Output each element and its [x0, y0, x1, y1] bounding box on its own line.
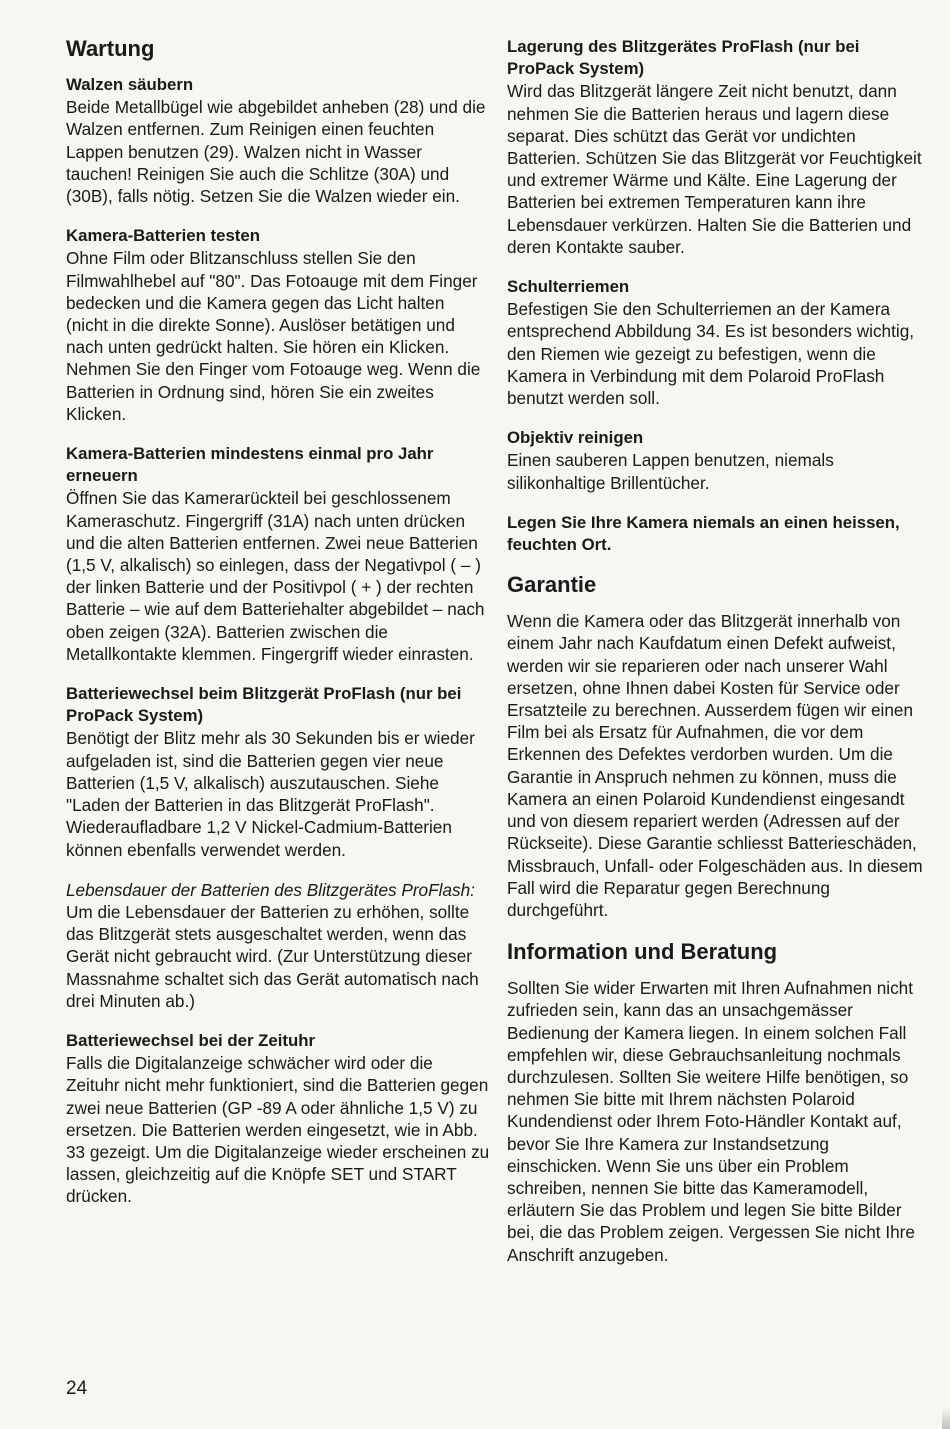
warning-text: Legen Sie Ihre Kamera niemals an einen heissen, feuchten Ort. — [507, 512, 900, 555]
body-kamera-batterien-erneuern: Öffnen Sie das Kamerarückteil bei geschlossenem Kameraschutz. Fingergriff (31A) nach unten drücken und die alten Batterien entfernen. Zwei neue Batterien (1,5 V, alkalisch) so einlegen, dass der Negativpol ( – ) der linken Batterie und der Positivpol ( + ) der rechten Batterie – wie auf dem Batteriehalter abgebildet – nach oben zeigen (32A). Batterien zwischen die Metallkontakte klemmen. Fingergriff wieder einrasten. — [66, 488, 485, 664]
subheading-objektiv-reinigen: Objektiv reinigen — [507, 428, 644, 448]
page-edge-shadow — [942, 1407, 950, 1429]
body-lagerung-proflash: Wird das Blitzgerät längere Zeit nicht benutzt, dann nehmen Sie die Batterien heraus und lagern diese separat. Dies schützt das Gerät vor undichten Batterien. Schützen Sie das Blitzgerät vor Feuchtigkeit und extremer Wärme und Kälte. Eine Lagerung der Batterien bei extremen Temperaturen kann ihre Lebensdauer verkürzen. Halten Sie die Batterien und deren Kontakte sauber. — [507, 81, 922, 257]
body-text-lebensdauer: Um die Lebensdauer der Batterien zu erhöhen, sollte das Blitzgerät stets ausgeschaltet werden, wenn das Gerät nicht gebraucht wird. (Zur Unterstützung dieser Massnahme schaltet sich das Gerät automatisch nach drei Minuten ab.) — [66, 901, 479, 1011]
left-column — [66, 36, 490, 1226]
section-title-garantie: Garantie — [507, 572, 597, 598]
subheading-schulterriemen: Schulterriemen — [507, 277, 630, 297]
section-title-information-beratung: Information und Beratung — [507, 939, 778, 965]
page-number: 24 — [66, 1378, 88, 1399]
section-garantie — [507, 572, 925, 921]
section-objektiv-reinigen — [507, 427, 925, 494]
body-batteriewechsel-proflash: Benötigt der Blitz mehr als 30 Sekunden bis er wieder aufgeladen ist, sind die Batterien gegen vier neue Batterien (1,5 V, alkalisch) auszutauschen. Siehe "Laden der Batterien in das Blitzgerät ProFlash". Wiederaufladbare 1,2 V Nickel-Cadmium-Batterien können ebenfalls verwendet werden. — [66, 728, 475, 860]
subheading-kamera-batterien-testen: Kamera-Batterien testen — [66, 226, 260, 246]
right-column — [507, 36, 925, 1284]
body-information-beratung: Sollten Sie wider Erwarten mit Ihren Aufnahmen nicht zufrieden sein, kann das an unsachgemässer Bedienung der Kamera liegen. In einem solchen Fall empfehlen wir, diese Gebrauchsanleitung nochmals durchzulesen. Sollten Sie weitere Hilfe benötigen, so nehmen Sie bitte mit Ihrem nächsten Polaroid Kundendienst oder Ihrem Foto-Händler Kontakt auf, bevor Sie Ihre Kamera zur Instandsetzung einschicken. Wenn Sie uns über ein Problem schreiben, nennen Sie bitte das Kameramodell, erläutern Sie das Problem und legen Sie bitte Bilder bei, die das Problem zeigen. Vergessen Sie nicht Ihre Anschrift anzugeben. — [507, 978, 915, 1265]
body-lebensdauer-batterien — [66, 879, 490, 1012]
section-lebensdauer-batterien — [66, 879, 490, 1012]
section-title-wartung: Wartung — [66, 36, 155, 61]
subheading-lagerung-proflash: Lagerung des Blitzgerätes ProFlash (nur bei ProPack System) — [507, 37, 860, 79]
subheading-batteriewechsel-proflash: Batteriewechsel beim Blitzgerät ProFlash (nur bei ProPack System) — [66, 684, 462, 726]
subheading-kamera-batterien-erneuern: Kamera-Batterien mindestens einmal pro Jahr erneuern — [66, 444, 434, 486]
subheading-batteriewechsel-zeituhr: Batteriewechsel bei der Zeituhr — [66, 1030, 315, 1050]
section-batteriewechsel-proflash — [66, 683, 490, 861]
section-lagerung-proflash — [507, 36, 925, 258]
subheading-walzen: Walzen säubern — [66, 75, 194, 94]
section-kamera-batterien-erneuern — [66, 443, 490, 665]
section-batteriewechsel-zeituhr — [66, 1030, 490, 1208]
body-kamera-batterien-testen: Ohne Film oder Blitzanschluss stellen Sie den Filmwahlhebel auf "80". Das Fotoauge mit dem Finger bedecken und die Kamera gegen das Licht halten (nicht in die direkte Sonne). Auslöser betätigen und nach unten gedrückt halten. Sie hören ein Klicken. Nehmen Sie den Finger vom Fotoauge weg. Wenn die Batterien in Ordnung sind, hören Sie ein zweites Klicken. — [66, 248, 481, 424]
section-information-beratung — [507, 939, 925, 1266]
section-schulterriemen — [507, 276, 925, 409]
body-walzen: Beide Metallbügel wie abgebildet anheben (28) und die Walzen entfernen. Zum Reinigen einen feuchten Lappen benutzen (29). Walzen nicht in Wasser tauchen! Reinigen Sie auch die Schlitze (30A) und (30B), falls nötig. Setzen Sie die Walzen wieder ein. — [66, 97, 486, 207]
section-walzen — [66, 74, 490, 207]
body-batteriewechsel-zeituhr: Falls die Digitalanzeige schwächer wird oder die Zeituhr nicht mehr funktioniert, sind die Batterien gegen zwei neue Batterien (GP -89 A oder ähnliche 1,5 V) zu ersetzen. Die Batterien werden eingesetzt, wie in Abb. 33 gezeigt. Um die Digitalanzeige wieder erscheinen zu lassen, gleichzeitig auf die Knöpfe SET und START drücken. — [66, 1053, 490, 1207]
body-garantie: Wenn die Kamera oder das Blitzgerät innerhalb von einem Jahr nach Kaufdatum einen Defekt aufweist, werden wir sie reparieren oder nach unserer Wahl ersetzen, ohne Ihnen dabei Kosten für Service oder Ersatzteile zu berechnen. Ausserdem fügen wir einen Film bei als Ersatz für Aufnahmen, die vor dem Erkennen des Defektes verdorben wurden. Um die Garantie in Anspruch nehmen zu können, muss die Kamera an einen Polaroid Kundendienst eingesandt und von diesem repariert werden (Adressen auf der Rückseite). Diese Garantie schliesst Batterieschäden, Missbrauch, Unfall- oder Folgeschäden aus. In diesem Fall wird die Reparatur gegen Berechnung durchgeführt. — [507, 611, 923, 920]
italic-lead-lebensdauer: Lebensdauer der Batterien des Blitzgerätes ProFlash: — [66, 879, 475, 900]
section-kamera-batterien-testen — [66, 225, 490, 425]
body-schulterriemen: Befestigen Sie den Schulterriemen an der Kamera entsprechend Abbildung 34. Es ist besonders wichtig, den Riemen wie gezeigt zu befestigen, wenn die Kamera in Verbindung mit dem Polaroid ProFlash benutzt werden soll. — [507, 299, 915, 409]
body-objektiv-reinigen: Einen sauberen Lappen benutzen, niemals silikonhaltige Brillentücher. — [507, 450, 834, 493]
